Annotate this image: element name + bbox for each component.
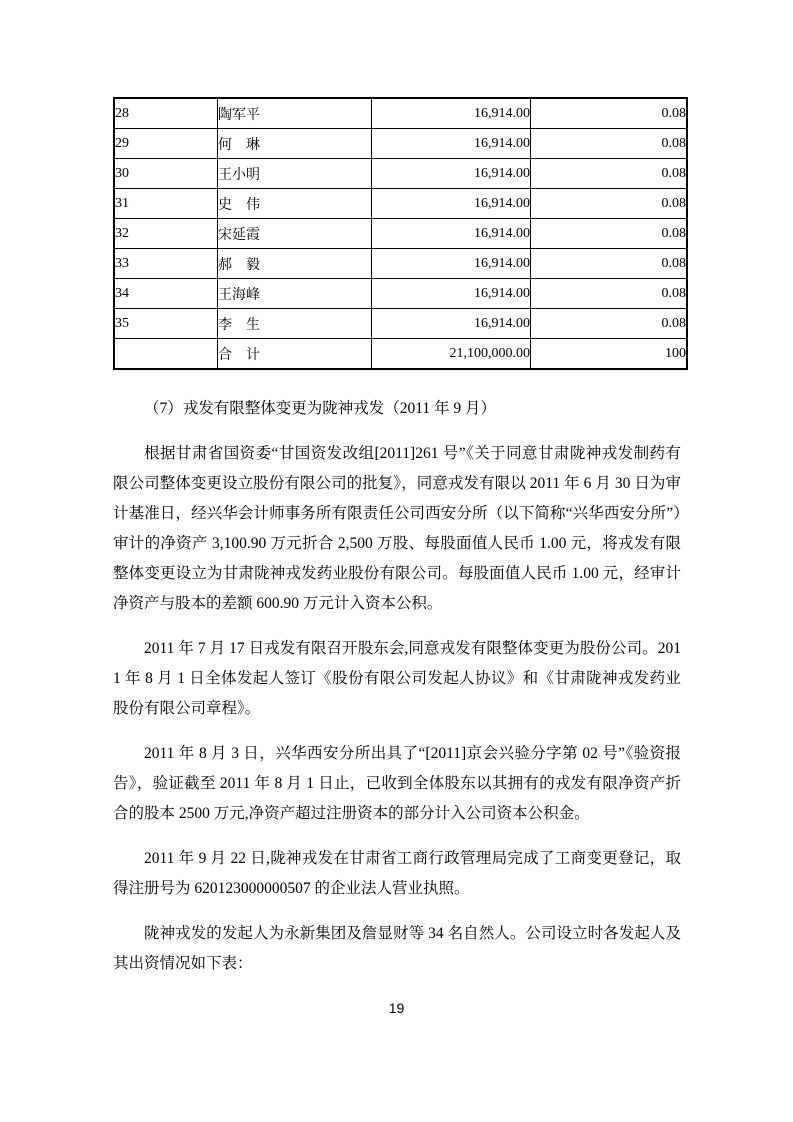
amount-cell: 16,914.00 (372, 129, 531, 159)
shareholder-name-cell: 史 伟 (218, 189, 372, 219)
paragraph: 陇神戎发的发起人为永新集团及詹显财等 34 名自然人。公司设立时各发起人及其出资情况如下表： (113, 925, 681, 972)
amount-cell: 16,914.00 (372, 189, 531, 219)
percent-cell: 0.08 (531, 189, 688, 219)
table-row (114, 98, 687, 129)
row-number-cell: 30 (114, 159, 218, 189)
amount-cell: 16,914.00 (372, 249, 531, 279)
amount-cell: 16,914.00 (372, 219, 531, 249)
table-row (114, 189, 687, 219)
table-total-row (114, 339, 687, 370)
total-amount-cell: 21,100,000.00 (372, 339, 531, 370)
shareholders-table (113, 97, 688, 370)
percent-cell: 0.08 (531, 159, 688, 189)
shareholder-name-cell: 李 生 (218, 309, 372, 339)
amount-cell: 16,914.00 (372, 98, 531, 129)
row-number-cell: 28 (114, 98, 218, 129)
row-number-cell: 35 (114, 309, 218, 339)
table-row (114, 249, 687, 279)
paragraph: 2011 年 8 月 3 日，兴华西安分所出具了“[2011]京会兴验分字第 02 号”《验资报告》，验证截至 2011 年 8 月 1 日止，已收到全体股东以其拥有的戎发有限净资产折合的股本 2500 万元,净资产超过注册资本的部分计入公司资本公积金。 (113, 745, 681, 822)
section-heading: （7）戎发有限整体变更为陇神戎发（2011 年 9 月） (144, 400, 497, 417)
row-number-cell: 32 (114, 219, 218, 249)
percent-cell: 0.08 (531, 98, 688, 129)
table-row (114, 129, 687, 159)
shareholder-name-cell: 宋延霞 (218, 219, 372, 249)
table-row (114, 309, 687, 339)
row-number-cell: 34 (114, 279, 218, 309)
table-row (114, 219, 687, 249)
paragraph: 2011 年 7 月 17 日戎发有限召开股东会,同意戎发有限整体变更为股份公司。2011 年 8 月 1 日全体发起人签订《股份有限公司发起人协议》和《甘肃陇神戎发药业股份有限公司章程》。 (113, 640, 681, 717)
amount-cell: 16,914.00 (372, 279, 531, 309)
row-number-cell: 33 (114, 249, 218, 279)
table-row (114, 279, 687, 309)
shareholder-name-cell: 何 琳 (218, 129, 372, 159)
document-content (113, 97, 686, 979)
amount-cell: 16,914.00 (372, 309, 531, 339)
shareholder-name-cell: 陶军平 (218, 98, 372, 129)
table-row (114, 159, 687, 189)
total-label-cell: 合 计 (218, 339, 372, 370)
row-number-cell (114, 339, 218, 370)
percent-cell: 0.08 (531, 249, 688, 279)
paragraph: 根据甘肃省国资委“甘国资发改组[2011]261 号”《关于同意甘肃陇神戎发制药有限公司整体变更设立股份有限公司的批复》，同意戎发有限以 2011 年 6 月 30 日为审计基准日，经兴华会计师事务所有限责任公司西安分所（以下简称“兴华西安分所”）审计的净资产 3,100.90 万元折合 2,500 万股、每股面值人民币 1.00 元，将戎发有限整体变更设立为甘肃陇神戎发药业股份有限公司。每股面值人民币 1.00 元，经审计净资产与股本的差额 600.90 万元计入资本公积。 (113, 445, 681, 612)
row-number-cell: 29 (114, 129, 218, 159)
shareholder-name-cell: 王海峰 (218, 279, 372, 309)
percent-cell: 0.08 (531, 129, 688, 159)
percent-cell: 0.08 (531, 309, 688, 339)
percent-cell: 0.08 (531, 219, 688, 249)
shareholder-name-cell: 王小明 (218, 159, 372, 189)
row-number-cell: 31 (114, 189, 218, 219)
amount-cell: 16,914.00 (372, 159, 531, 189)
percent-cell: 0.08 (531, 279, 688, 309)
paragraph: 2011 年 9 月 22 日,陇神戎发在甘肃省工商行政管理局完成了工商变更登记，取得注册号为 620123000000507 的企业法人营业执照。 (113, 850, 681, 897)
shareholder-name-cell: 郝 毅 (218, 249, 372, 279)
page-number: 19 (388, 1000, 405, 1016)
total-percent-cell: 100 (531, 339, 688, 370)
